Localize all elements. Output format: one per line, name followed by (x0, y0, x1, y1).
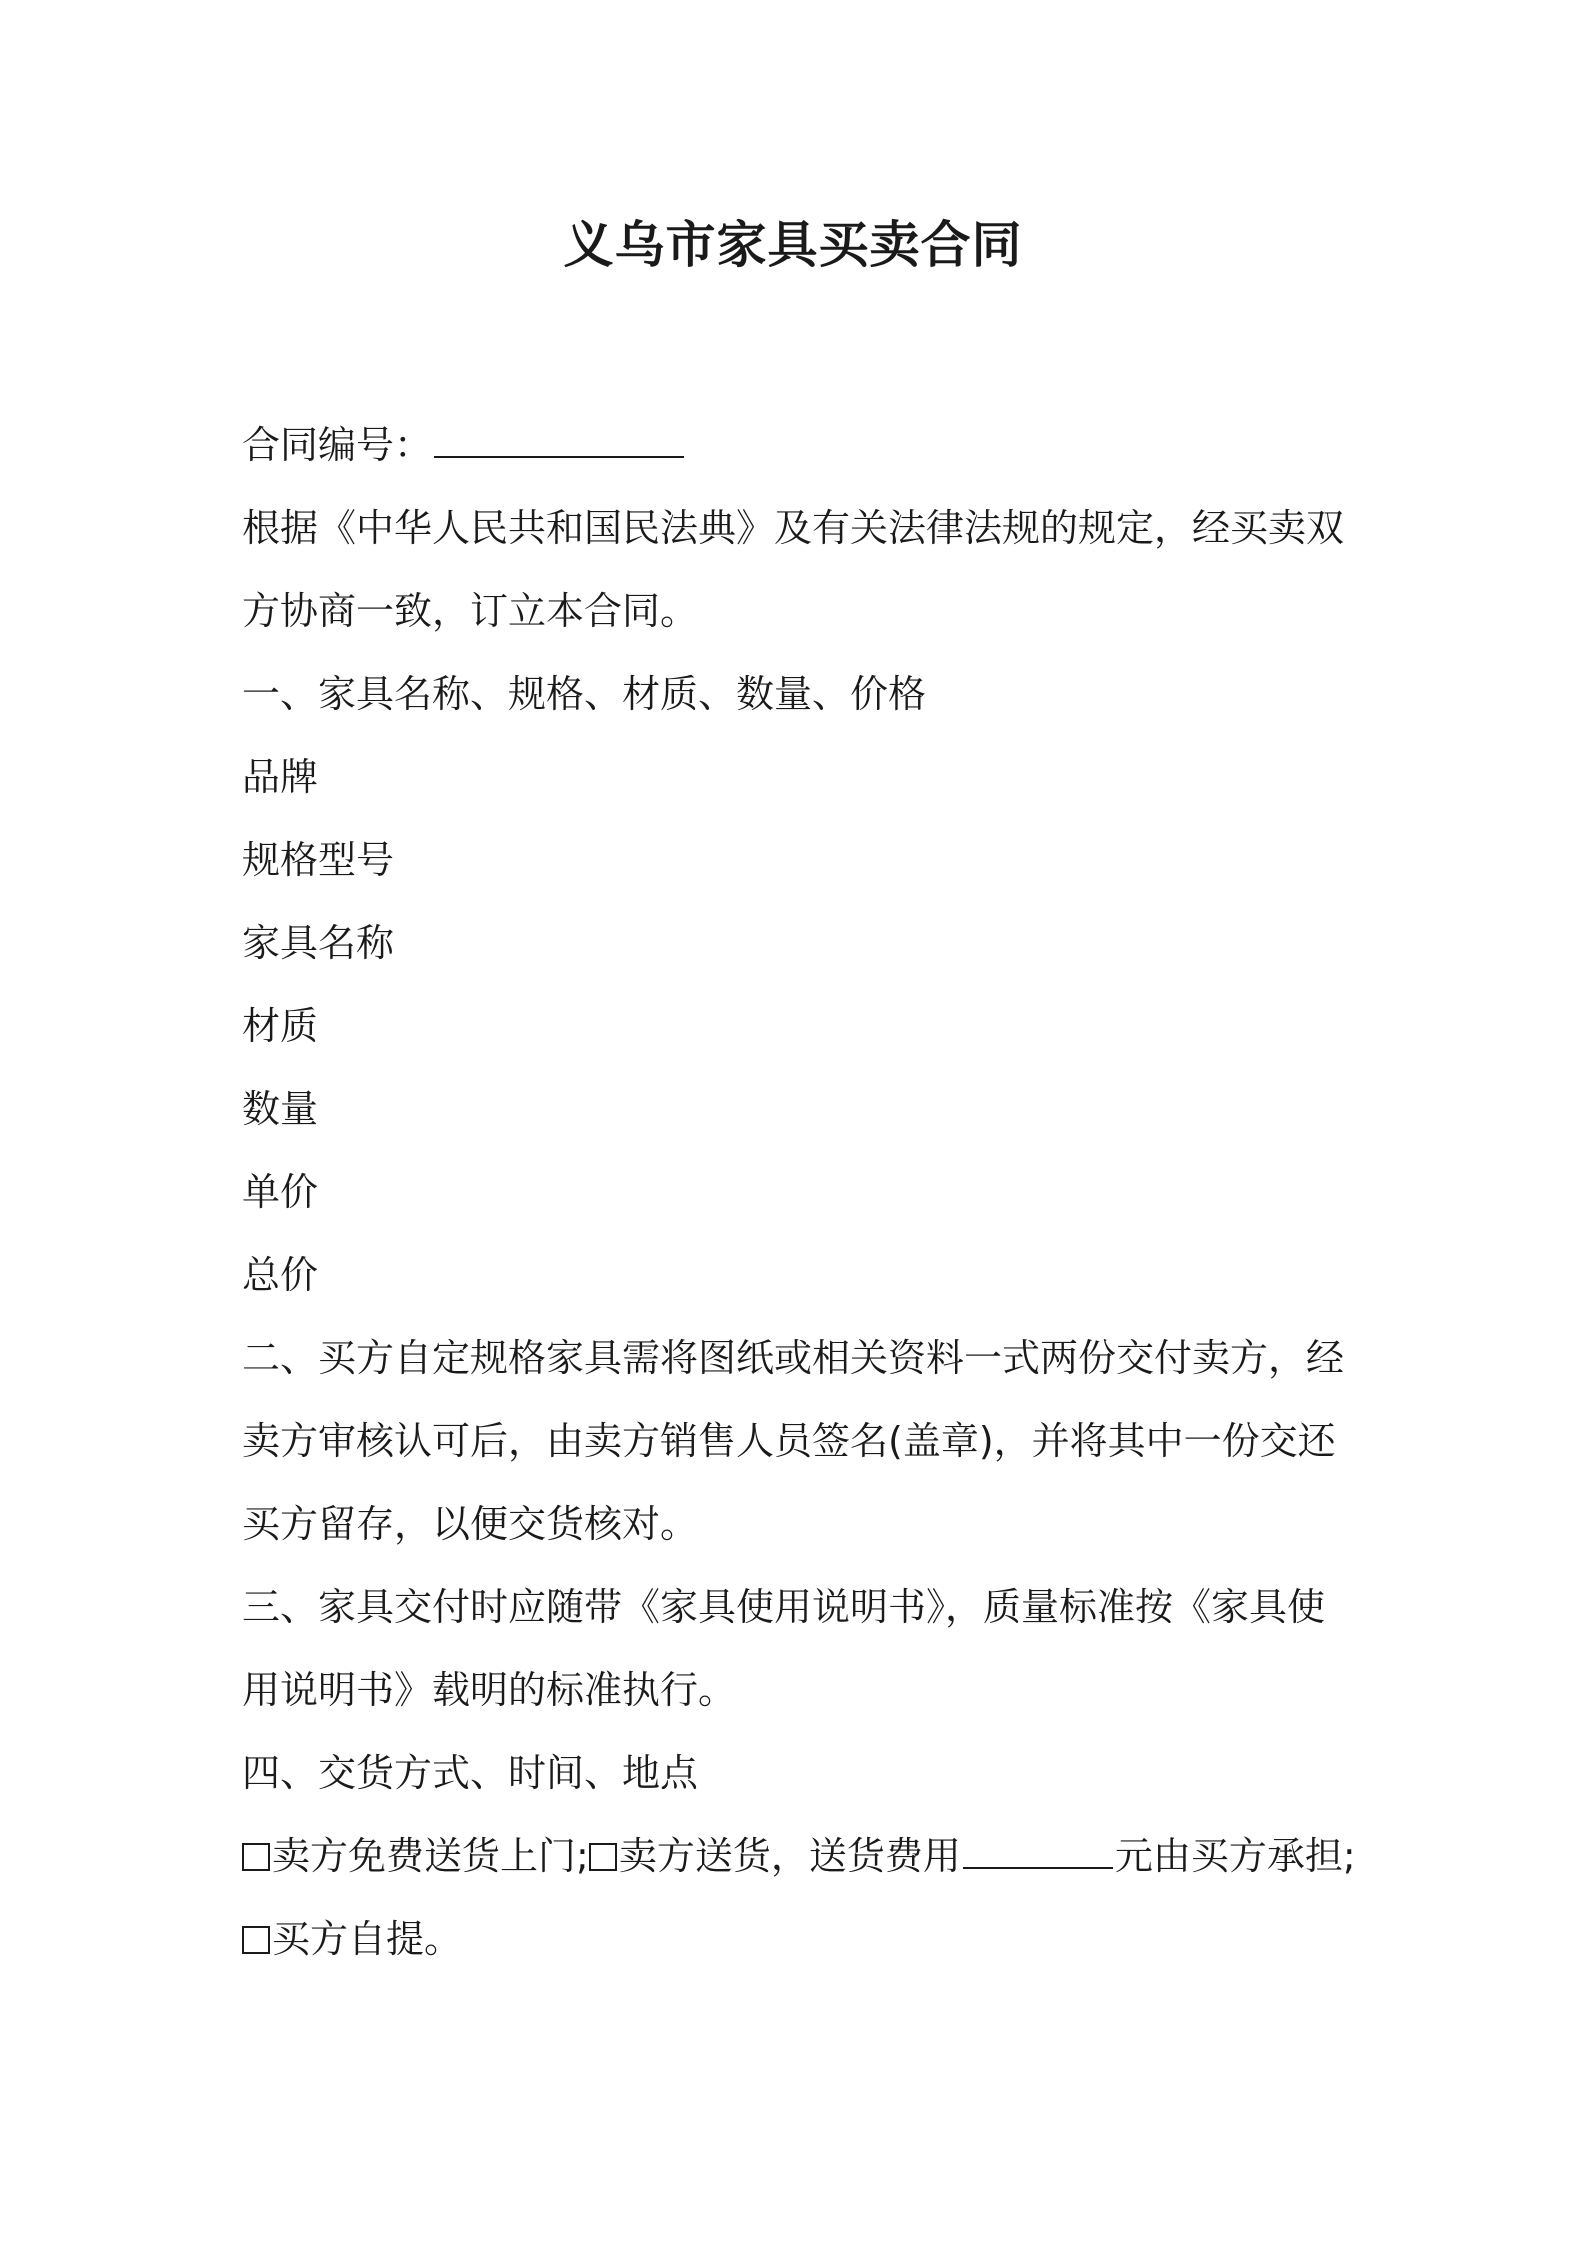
field-total-price: 总价 (242, 1253, 319, 1297)
field-model: 规格型号 (242, 838, 395, 882)
contract-number-label: 合同编号： (242, 423, 433, 467)
self-pickup-label: 买方自提。 (272, 1917, 463, 1961)
contract-number-blank[interactable] (434, 426, 684, 458)
field-material: 材质 (242, 1004, 319, 1048)
field-unit-price: 单价 (242, 1170, 319, 1214)
delivery-fee-blank[interactable] (963, 1837, 1113, 1869)
section4-heading: 四、交货方式、时间、地点 (242, 1751, 699, 1795)
document-title: 义乌市家具买卖合同 (563, 216, 1023, 274)
free-delivery-checkbox[interactable] (242, 1843, 270, 1871)
self-pickup-checkbox[interactable] (242, 1926, 270, 1954)
field-brand: 品牌 (242, 755, 319, 799)
document-body (242, 404, 1362, 1981)
field-quantity: 数量 (242, 1087, 319, 1131)
paid-delivery-checkbox[interactable] (589, 1843, 617, 1871)
field-furniture-name: 家具名称 (242, 921, 395, 965)
paid-delivery-suffix: 元由买方承担; (1114, 1834, 1356, 1878)
paid-delivery-label: 卖方送货，送货费用 (618, 1834, 961, 1878)
intro-paragraph: 根据《中华人民共和国民法典》及有关法律法规的规定，经买卖双方协商一致，订立本合同。 (242, 506, 1345, 633)
free-delivery-label: 卖方免费送货上门; (272, 1834, 589, 1878)
section2-paragraph: 二、买方自定规格家具需将图纸或相关资料一式两份交付卖方，经卖方审核认可后，由卖方销售人员签名(盖章)，并将其中一份交还买方留存，以便交货核对。 (242, 1336, 1345, 1546)
delivery-options-line (242, 1815, 1362, 1981)
section1-heading: 一、家具名称、规格、材质、数量、价格 (242, 672, 927, 716)
section3-paragraph: 三、家具交付时应随带《家具使用说明书》，质量标准按《家具使用说明书》载明的标准执行。 (242, 1585, 1326, 1712)
contract-number-line (242, 404, 1362, 487)
